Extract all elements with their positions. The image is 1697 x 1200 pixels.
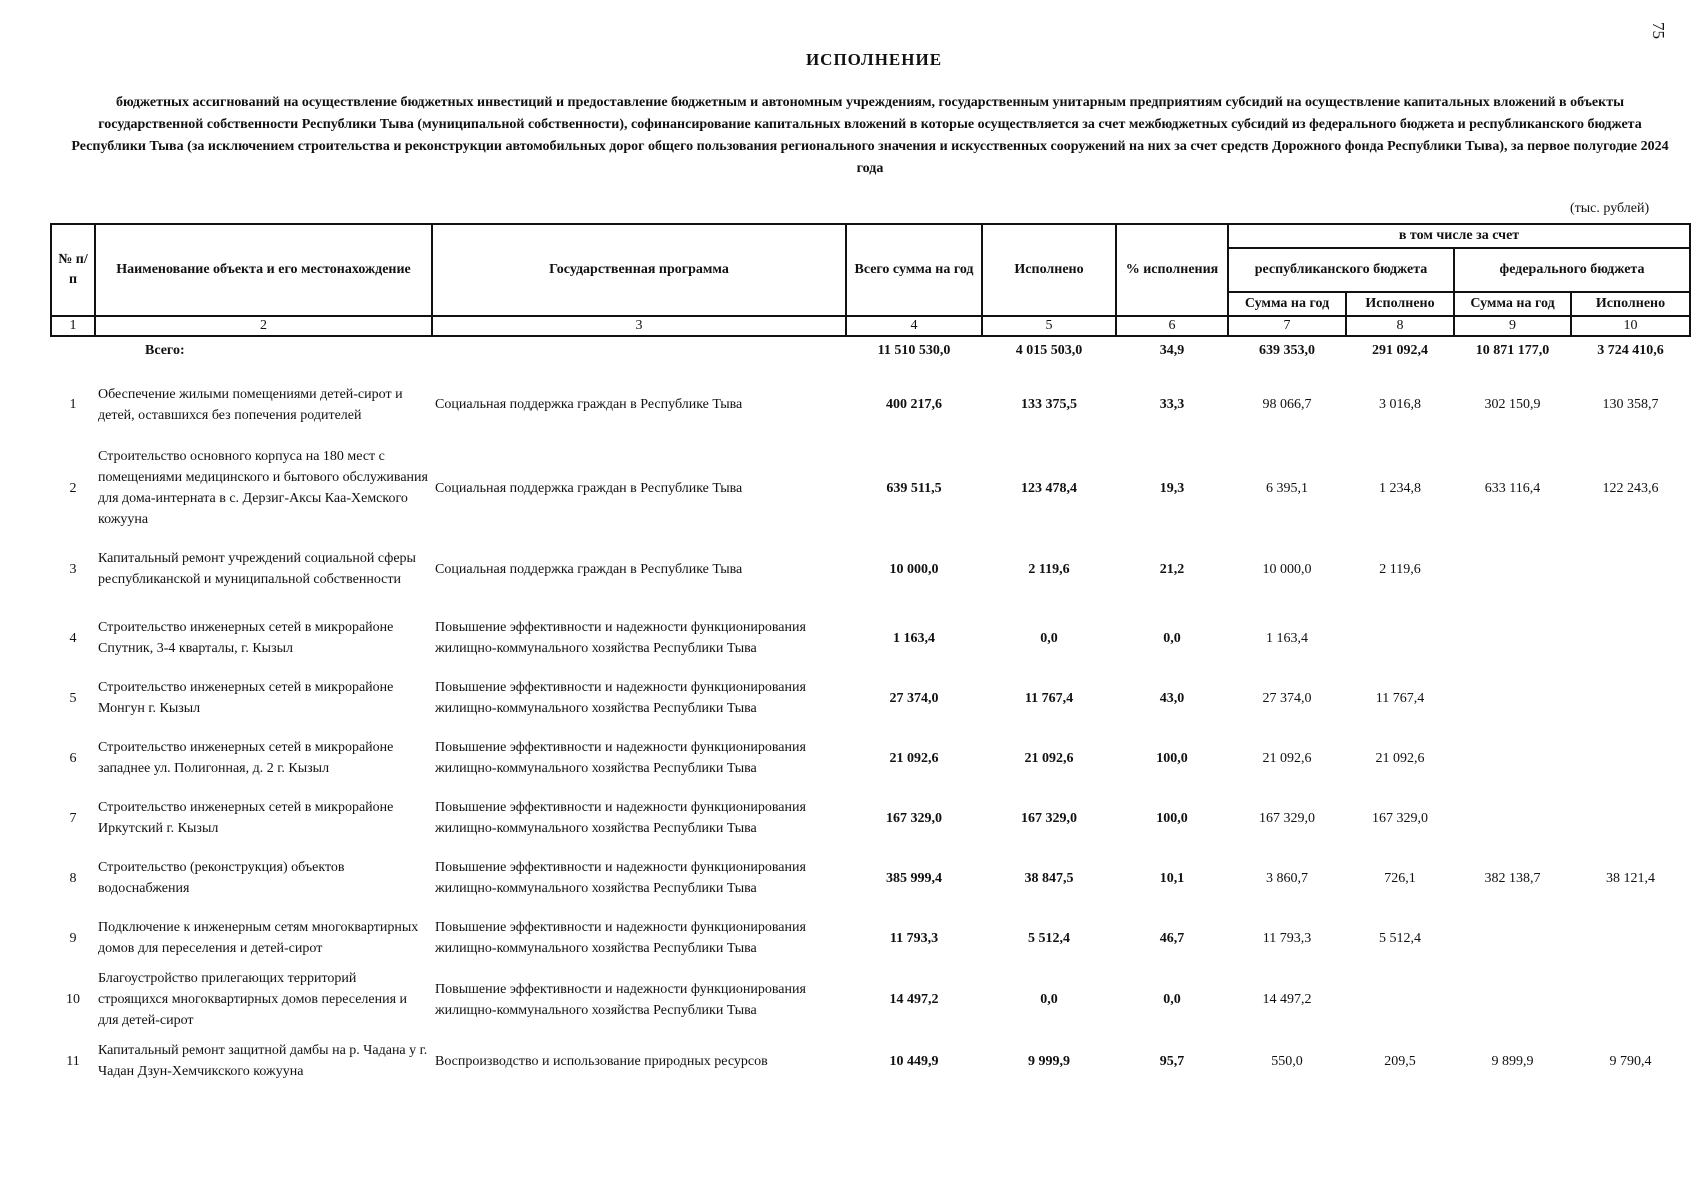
cell-executed: 11 767,4 — [1024, 690, 1074, 706]
cell-fed-year: 633 116,4 — [1484, 480, 1541, 496]
cell-percent: 21,2 — [1159, 561, 1185, 577]
cell-program: Социальная поддержка граждан в Республике Тыва — [435, 480, 743, 496]
cell-total: 1 163,4 — [893, 630, 935, 646]
units-label: (тыс. рублей) — [1570, 201, 1650, 216]
cell-rep-exec — [1346, 608, 1454, 668]
header-num: № п/п — [51, 224, 95, 316]
cell-executed: 167 329,0 — [1021, 810, 1077, 826]
header-fed-executed: Исполнено — [1571, 292, 1690, 316]
cell-rep-year: 27 374,0 — [1262, 690, 1312, 706]
cell-fed-exec: 38 121,4 — [1606, 870, 1655, 886]
cell-rep-year: 21 092,6 — [1262, 750, 1312, 766]
cell-fed-exec — [1571, 668, 1690, 728]
total-label: Всего: — [145, 342, 185, 358]
cell-program: Воспроизводство и использование природных ресурсов — [435, 1053, 768, 1069]
column-number: 8 — [1346, 316, 1454, 336]
cell-total: 10 000,0 — [889, 561, 939, 577]
cell-rep-exec: 167 329,0 — [1372, 810, 1428, 826]
cell-fed-exec — [1571, 608, 1690, 668]
column-number: 5 — [982, 316, 1116, 336]
cell-num: 4 — [69, 630, 77, 646]
header-program: Государственная программа — [432, 224, 846, 316]
cell-executed: 0,0 — [1040, 992, 1058, 1007]
cell-executed: 2 119,6 — [1028, 561, 1070, 577]
cell-rep-year: 1 163,4 — [1266, 630, 1308, 646]
column-number: 1 — [51, 316, 95, 336]
cell-fed-exec — [1571, 908, 1690, 968]
cell-total: 385 999,4 — [886, 870, 942, 886]
cell-rep-year: 11 793,3 — [1262, 930, 1312, 946]
cell-object: Благоустройство прилегающих территорий строящихся многоквартирных домов переселения и для детей-сирот — [98, 971, 408, 1028]
cell-percent: 46,7 — [1159, 930, 1185, 946]
cell-total: 21 092,6 — [889, 750, 939, 766]
total-fed-exec: 3 724 410,6 — [1597, 342, 1664, 358]
cell-rep-exec: 3 016,8 — [1379, 397, 1421, 412]
cell-rep-year: 167 329,0 — [1259, 810, 1315, 826]
cell-object: Строительство (реконструкция) объектов водоснабжения — [98, 860, 345, 896]
cell-num: 2 — [69, 480, 77, 496]
cell-executed: 123 478,4 — [1021, 480, 1077, 496]
header-percent: % исполнения — [1116, 224, 1228, 316]
cell-executed: 0,0 — [1040, 630, 1058, 646]
cell-fed-year: 9 899,9 — [1491, 1053, 1534, 1069]
table-row — [51, 908, 1690, 968]
cell-num: 5 — [69, 690, 77, 706]
cell-object: Строительство инженерных сетей в микрорайоне Монгун г. Кызыл — [98, 680, 394, 716]
header-executed: Исполнено — [982, 224, 1116, 316]
total-row — [51, 336, 1690, 363]
table-row — [51, 788, 1690, 848]
cell-total: 11 793,3 — [889, 930, 939, 946]
cell-percent: 95,7 — [1159, 1053, 1185, 1069]
column-number: 2 — [95, 316, 432, 336]
cell-fed-year — [1454, 728, 1571, 788]
cell-rep-year: 98 066,7 — [1262, 397, 1312, 412]
table-row — [51, 530, 1690, 608]
header-fed-sum-year: Сумма на год — [1454, 292, 1571, 316]
cell-total: 27 374,0 — [889, 690, 939, 706]
table-row — [51, 446, 1690, 530]
table-row — [51, 608, 1690, 668]
cell-rep-year: 3 860,7 — [1266, 870, 1308, 886]
cell-object: Подключение к инженерным сетям многоквартирных домов для переселения и детей-сирот — [98, 920, 419, 956]
cell-object: Капитальный ремонт учреждений социальной сферы республиканской и муниципальной собственности — [98, 551, 416, 587]
cell-rep-exec — [1346, 968, 1454, 1031]
column-number: 6 — [1116, 316, 1228, 336]
cell-rep-exec: 1 234,8 — [1379, 480, 1421, 496]
cell-program: Социальная поддержка граждан в Республике Тыва — [435, 397, 743, 412]
execution-table — [50, 223, 1691, 1091]
cell-percent: 100,0 — [1156, 810, 1188, 826]
header-federal-budget: федерального бюджета — [1454, 248, 1690, 292]
total-rep-year: 639 353,0 — [1259, 342, 1315, 358]
header-republic-budget: республиканского бюджета — [1228, 248, 1454, 292]
cell-fed-exec — [1571, 728, 1690, 788]
cell-num: 3 — [69, 561, 77, 577]
table-row — [51, 363, 1690, 446]
cell-fed-exec: 130 358,7 — [1602, 397, 1659, 412]
page-number: 75 — [1649, 22, 1668, 39]
cell-fed-year — [1454, 530, 1571, 608]
cell-object: Обеспечение жилыми помещениями детей-сирот и детей, оставшихся без попечения родителей — [98, 386, 403, 423]
cell-executed: 38 847,5 — [1024, 870, 1074, 886]
cell-program: Повышение эффективности и надежности функционирования жилищно-коммунального хозяйства Республики Тыва — [435, 920, 806, 956]
cell-fed-year — [1454, 968, 1571, 1031]
cell-fed-year: 302 150,9 — [1484, 397, 1541, 412]
table-row — [51, 668, 1690, 728]
cell-program: Социальная поддержка граждан в Республике Тыва — [435, 561, 743, 577]
cell-executed: 9 999,9 — [1028, 1053, 1070, 1069]
cell-percent: 10,1 — [1159, 870, 1185, 886]
cell-total: 639 511,5 — [886, 480, 942, 496]
cell-program: Повышение эффективности и надежности функционирования жилищно-коммунального хозяйства Республики Тыва — [435, 800, 806, 836]
cell-fed-year — [1454, 668, 1571, 728]
cell-total: 14 497,2 — [889, 992, 939, 1007]
cell-program: Повышение эффективности и надежности функционирования жилищно-коммунального хозяйства Республики Тыва — [435, 740, 806, 776]
cell-fed-year — [1454, 908, 1571, 968]
table-row — [51, 728, 1690, 788]
header-rep-executed: Исполнено — [1346, 292, 1454, 316]
total-sum: 11 510 530,0 — [877, 342, 951, 358]
cell-fed-exec — [1571, 968, 1690, 1031]
table-row — [51, 968, 1690, 1031]
cell-fed-year — [1454, 788, 1571, 848]
cell-program: Повышение эффективности и надежности функционирования жилищно-коммунального хозяйства Республики Тыва — [435, 680, 806, 716]
total-fed-year: 10 871 177,0 — [1475, 342, 1550, 358]
cell-percent: 19,3 — [1159, 480, 1185, 496]
table-row — [51, 848, 1690, 908]
document-title: ИСПОЛНЕНИЕ — [805, 50, 943, 69]
cell-rep-exec: 209,5 — [1384, 1053, 1416, 1069]
cell-object: Строительство инженерных сетей в микрорайоне западнее ул. Полигонная, д. 2 г. Кызыл — [98, 740, 394, 776]
column-number: 4 — [846, 316, 982, 336]
cell-program: Повышение эффективности и надежности функционирования жилищно-коммунального хозяйства Республики Тыва — [435, 981, 806, 1018]
cell-percent: 100,0 — [1156, 750, 1188, 766]
table-row — [51, 1031, 1690, 1091]
column-number: 9 — [1454, 316, 1571, 336]
total-percent: 34,9 — [1159, 342, 1185, 358]
cell-fed-exec — [1571, 530, 1690, 608]
cell-object: Строительство основного корпуса на 180 мест с помещениями медицинского и бытового обслуживания для дома-интерната в с. Дерзиг-Аксы Каа-Хемского кожууна — [98, 449, 428, 527]
cell-fed-year: 382 138,7 — [1484, 870, 1541, 886]
cell-object: Строительство инженерных сетей в микрорайоне Спутник, 3-4 кварталы, г. Кызыл — [98, 620, 394, 656]
cell-rep-exec: 5 512,4 — [1379, 930, 1421, 946]
cell-rep-year: 10 000,0 — [1262, 561, 1312, 577]
cell-executed: 133 375,5 — [1021, 397, 1077, 412]
cell-percent: 33,3 — [1159, 397, 1185, 412]
cell-object: Строительство инженерных сетей в микрорайоне Иркутский г. Кызыл — [98, 800, 394, 836]
cell-fed-exec: 9 790,4 — [1609, 1053, 1652, 1069]
cell-executed: 21 092,6 — [1024, 750, 1074, 766]
cell-total: 400 217,6 — [886, 397, 942, 412]
cell-rep-exec: 21 092,6 — [1375, 750, 1425, 766]
column-number: 10 — [1571, 316, 1690, 336]
cell-program: Повышение эффективности и надежности функционирования жилищно-коммунального хозяйства Республики Тыва — [435, 860, 806, 896]
cell-object: Капитальный ремонт защитной дамбы на р. Чадана у г. Чадан Дзун-Хемчикского кожууна — [98, 1043, 428, 1079]
cell-program: Повышение эффективности и надежности функционирования жилищно-коммунального хозяйства Республики Тыва — [435, 620, 806, 656]
cell-total: 10 449,9 — [889, 1053, 939, 1069]
header-including: в том числе за счет — [1228, 224, 1690, 248]
cell-num: 9 — [69, 930, 77, 946]
header-rep-sum-year: Сумма на год — [1228, 292, 1346, 316]
cell-num: 7 — [69, 810, 77, 826]
header-total: Всего сумма на год — [846, 224, 982, 316]
cell-num: 10 — [66, 992, 80, 1007]
cell-percent: 43,0 — [1159, 690, 1185, 706]
cell-rep-year: 6 395,1 — [1266, 480, 1308, 496]
cell-percent: 0,0 — [1163, 630, 1181, 646]
cell-total: 167 329,0 — [886, 810, 942, 826]
cell-rep-exec: 2 119,6 — [1379, 561, 1421, 577]
cell-percent: 0,0 — [1163, 992, 1181, 1007]
header-object: Наименование объекта и его местонахождение — [95, 224, 432, 316]
column-number: 3 — [432, 316, 846, 336]
cell-rep-exec: 726,1 — [1384, 870, 1416, 886]
cell-rep-exec: 11 767,4 — [1375, 690, 1425, 706]
total-executed: 4 015 503,0 — [1015, 342, 1083, 358]
cell-executed: 5 512,4 — [1028, 930, 1070, 946]
cell-num: 8 — [69, 870, 77, 886]
document-subtitle: бюджетных ассигнований на осуществление бюджетных инвестиций и предоставление бюджетным и автономным учреждениям, государственным унитарным предприятиям субсидий на осуществление капитальных вложений в объекты государственной собственности Республики Тыва (муниципальной собственности), софинансирование капитальных вложений в которые осуществляется за счет межбюджетных субсидий из федерального бюджета и республиканского бюджета Республики Тыва (за исключением строительства и реконструкции автомобильных дорог общего пользования регионального значения и искусственных сооружений на них за счет средств Дорожного фонда Республики Тыва), за первое полугодие 2024 года — [71, 95, 1669, 176]
cell-fed-exec — [1571, 788, 1690, 848]
cell-num: 6 — [69, 750, 77, 766]
cell-num: 1 — [69, 397, 77, 412]
total-rep-exec: 291 092,4 — [1372, 342, 1428, 358]
cell-num: 11 — [66, 1053, 80, 1069]
column-numbers-row — [51, 316, 1690, 336]
cell-rep-year: 14 497,2 — [1262, 992, 1312, 1007]
column-number: 7 — [1228, 316, 1346, 336]
cell-fed-exec: 122 243,6 — [1602, 480, 1659, 496]
cell-fed-year — [1454, 608, 1571, 668]
cell-rep-year: 550,0 — [1271, 1053, 1303, 1069]
